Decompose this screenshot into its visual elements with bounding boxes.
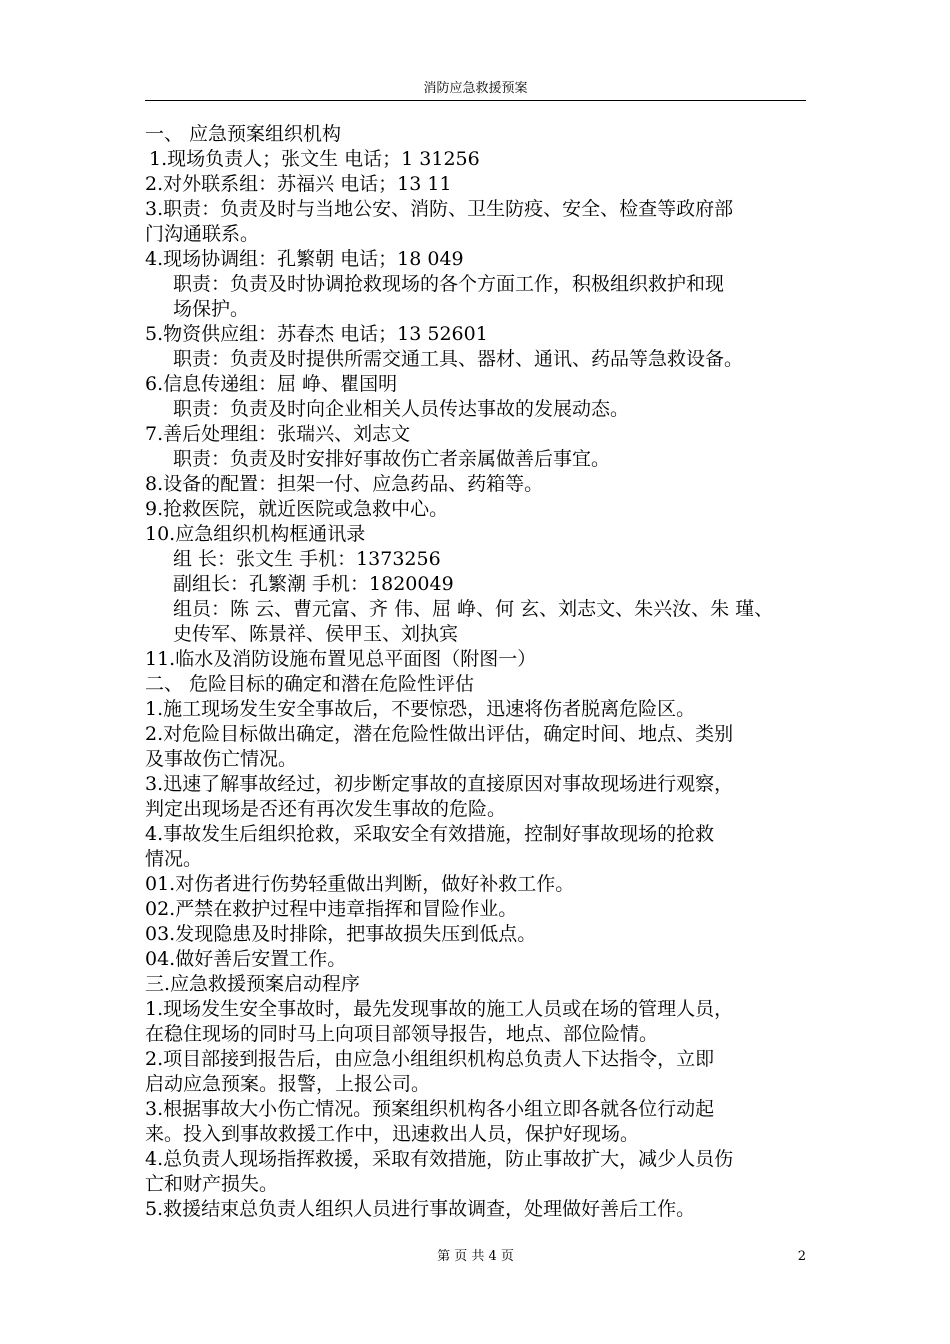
text-line: 职责：负责及时安排好事故伤亡者亲属做善后事宜。 [173, 448, 611, 470]
text-line: 1.现场发生安全事故时，最先发现事故的施工人员或在场的管理人员， [145, 998, 734, 1020]
text-line: 组 长：张文生 手机：1373256 [173, 548, 441, 570]
text-line: 4.现场协调组：孔繁朝 电话；18 049 [145, 248, 464, 270]
text-line: 3.迅速了解事故经过，初步断定事故的直接原因对事故现场进行观察， [145, 773, 734, 795]
text-line: 3.根据事故大小伤亡情况。预案组织机构各小组立即各就各位行动起 [145, 1098, 715, 1120]
text-line: 7.善后处理组：张瑞兴、刘志文 [145, 423, 411, 445]
text-line: 亡和财产损失。 [145, 1173, 279, 1195]
text-line: 11.临水及消防设施布置见总平面图（附图一） [145, 648, 537, 670]
text-line: 01.对伤者进行伤势轻重做出判断，做好补救工作。 [145, 873, 575, 895]
text-line: 三.应急救援预案启动程序 [145, 973, 361, 995]
text-line: 副组长：孔繁潮 手机：1820049 [173, 573, 454, 595]
text-line: 组员：陈 云、曹元富、齐 伟、屈 峥、何 玄、刘志文、朱兴汝、朱 瑾、 [173, 598, 774, 620]
page-number: 2 [797, 1249, 806, 1264]
text-line: 2.项目部接到报告后，由应急小组组织机构总负责人下达指令，立即 [145, 1048, 715, 1070]
text-line: 6.信息传递组：屈 峥、瞿国明 [145, 373, 398, 395]
text-line: 二、 危险目标的确定和潜在危险性评估 [145, 673, 475, 695]
document-body [145, 122, 810, 1222]
text-line: 5.救援结束总负责人组织人员进行事故调查，处理做好善后工作。 [145, 1198, 696, 1220]
header-rule [145, 100, 806, 101]
text-line: 启动应急预案。报警，上报公司。 [145, 1073, 431, 1095]
text-line: 10.应急组织机构框通讯录 [145, 523, 366, 545]
text-line: 3.职责：负责及时与当地公安、消防、卫生防疫、安全、检查等政府部 [145, 198, 734, 220]
text-line: 在稳住现场的同时马上向项目部领导报告，地点、部位险情。 [145, 1023, 659, 1045]
text-line: 03.发现隐患及时排除，把事故损失压到低点。 [145, 923, 537, 945]
text-line: 判定出现场是否还有再次发生事故的危险。 [145, 798, 507, 820]
text-line: 一、 应急预案组织机构 [145, 123, 342, 145]
page-count-label: 第 页 共 4 页 [437, 1249, 514, 1264]
text-line: 史传军、陈景祥、侯甲玉、刘执宾 [173, 623, 459, 645]
text-line: 来。投入到事故救援工作中，迅速救出人员，保护好现场。 [145, 1123, 640, 1145]
text-line: 4.事故发生后组织抢救，采取安全有效措施，控制好事故现场的抢救 [145, 823, 715, 845]
text-line: 2.对外联系组：苏福兴 电话；13 11 [145, 173, 452, 195]
text-line: 场保护。 [173, 298, 250, 320]
text-line: 5.物资供应组：苏春杰 电话；13 52601 [145, 323, 488, 345]
text-line: 职责：负责及时协调抢救现场的各个方面工作，积极组织救护和现 [173, 273, 725, 295]
text-line: 9.抢救医院，就近医院或急救中心。 [145, 498, 449, 520]
text-line: 2.对危险目标做出确定，潜在危险性做出评估，确定时间、地点、类别 [145, 723, 734, 745]
page-header: 消防应急救援预案 [423, 81, 528, 96]
text-line: 04.做好善后安置工作。 [145, 948, 347, 970]
text-line: 职责：负责及时提供所需交通工具、器材、通讯、药品等急救设备。 [173, 348, 744, 370]
text-line: 情况。 [145, 848, 203, 870]
text-line: 及事故伤亡情况。 [145, 748, 298, 770]
text-line: 4.总负责人现场指挥救援，采取有效措施，防止事故扩大，减少人员伤 [145, 1148, 734, 1170]
text-line: 02.严禁在救护过程中违章指挥和冒险作业。 [145, 898, 518, 920]
text-line: 8.设备的配置：担架一付、应急药品、药箱等。 [145, 473, 544, 495]
text-line: 职责：负责及时向企业相关人员传达事故的发展动态。 [173, 398, 630, 420]
text-line: 1.施工现场发生安全事故后，不要惊恐，迅速将伤者脱离危险区。 [145, 698, 696, 720]
text-line: 1.现场负责人；张文生 电话；1 31256 [149, 148, 480, 170]
text-line: 门沟通联系。 [145, 223, 260, 245]
